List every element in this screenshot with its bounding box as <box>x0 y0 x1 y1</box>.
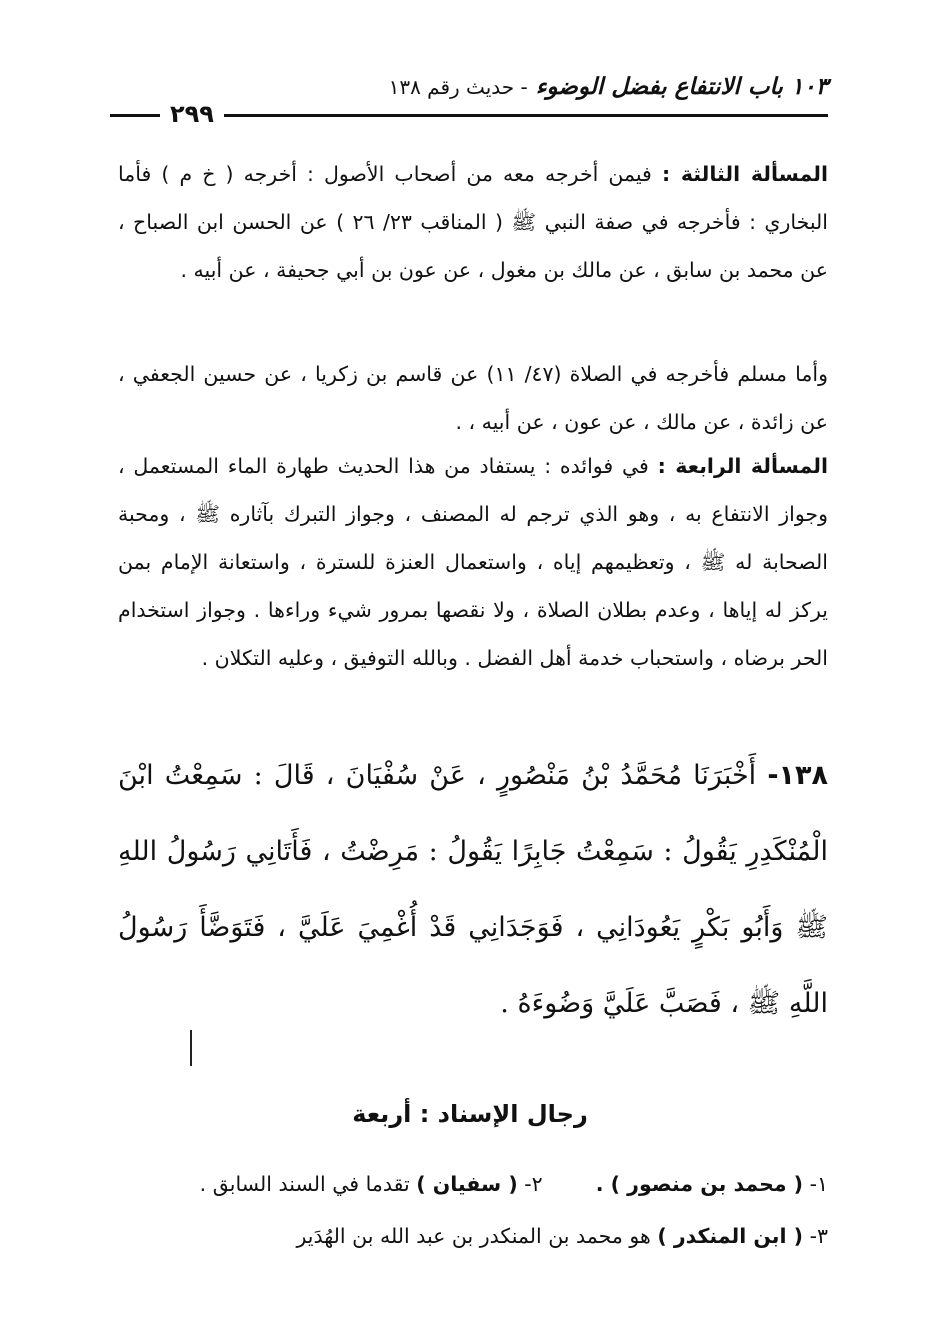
narrator-name: ( محمد بن منصور ) . <box>595 1172 804 1196</box>
narrator-list <box>118 1158 828 1262</box>
paragraph-text: وأما مسلم فأخرجه في الصلاة (٤٧/ ١١) عن قاسم بن زكريا ، عن حسين الجعفي ، عن زائدة ، عن مالك ، عن عون ، عن أبيه ، . <box>118 362 828 434</box>
hadith-reference: - حديث رقم ١٣٨ <box>388 75 528 99</box>
paragraph-muslim <box>118 350 828 446</box>
paragraph-lead: المسألة الثالثة : <box>661 162 828 186</box>
narrator-note: هو محمد بن المنكدر بن عبد الله بن الهُدَير <box>296 1224 651 1248</box>
paragraph-lead: المسألة الرابعة : <box>657 454 828 478</box>
section-heading: رجال الإسناد : أربعة <box>352 1100 588 1128</box>
paragraph-third-issue <box>118 150 828 294</box>
narrator-row <box>118 1158 828 1210</box>
hadith-body: أَخْبَرَنَا مُحَمَّدُ بْنُ مَنْصُورٍ ، عَنْ سُفْيَانَ ، قَالَ : سَمِعْتُ ابْنَ الْمُنْكَدِرِ يَقُولُ : سَمِعْتُ جَابِرًا يَقُولُ : مَرِضْتُ ، فَأَتَانِي رَسُولُ اللهِ ﷺ وَأَبُو بَكْرٍ يَعُودَانِي ، فَوَجَدَانِي قَدْ أُغْمِيَ عَلَيَّ ، فَتَوَضَّأَ رَسُولُ اللَّهِ ﷺ ، فَصَبَّ عَلَيَّ وَضُوءَهُ . <box>118 760 828 1019</box>
narrator-row <box>118 1210 828 1262</box>
paragraph-fourth-issue <box>118 442 828 682</box>
margin-mark <box>190 1030 192 1066</box>
narrator-number: ٢- <box>524 1172 543 1196</box>
narrator-note: تقدما في السند السابق . <box>199 1172 410 1196</box>
hadith-text <box>118 738 828 1042</box>
narrator-number: ١- <box>809 1172 828 1196</box>
narrator-name: ( ابن المنكدر ) <box>657 1224 804 1248</box>
hadith-number: ١٣٨- <box>767 760 828 791</box>
chapter-title: ١٠٣ باب الانتفاع بفضل الوضوء <box>535 74 828 100</box>
narrator-name: ( سفيان ) <box>416 1172 518 1196</box>
paragraph-text: في فوائده : يستفاد من هذا الحديث طهارة الماء المستعمل ، وجواز الانتفاع به ، وهو الذي ترجم له المصنف ، وجواز التبرك بآثاره ﷺ ، ومحبة الصحابة له ﷺ ، وتعظيمهم إياه ، واستعمال العنزة للسترة ، واستعانة الإمام بمن يركز له إياها ، وعدم بطلان الصلاة ، ولا نقصها بمرور شيء وراءها . وجواز استخدام الحر برضاه ، واستحباب خدمة أهل الفضل . وبالله التوفيق ، وعليه التكلان . <box>118 454 828 670</box>
page-header <box>110 74 828 128</box>
paragraph-text: فيمن أخرجه معه من أصحاب الأصول : أخرجه ( خ م ) فأما البخاري : فأخرجه في صفة النبي ﷺ ( المناقب ٢٣/ ٢٦ ) عن الحسن ابن الصباح ، عن محمد بن سابق ، عن مالك بن مغول ، عن عون بن أبي جحيفة ، عن أبيه . <box>118 162 828 282</box>
narrator-number: ٣- <box>809 1224 828 1248</box>
running-title <box>389 74 828 100</box>
page-number: ٢٩٩ <box>160 100 224 128</box>
